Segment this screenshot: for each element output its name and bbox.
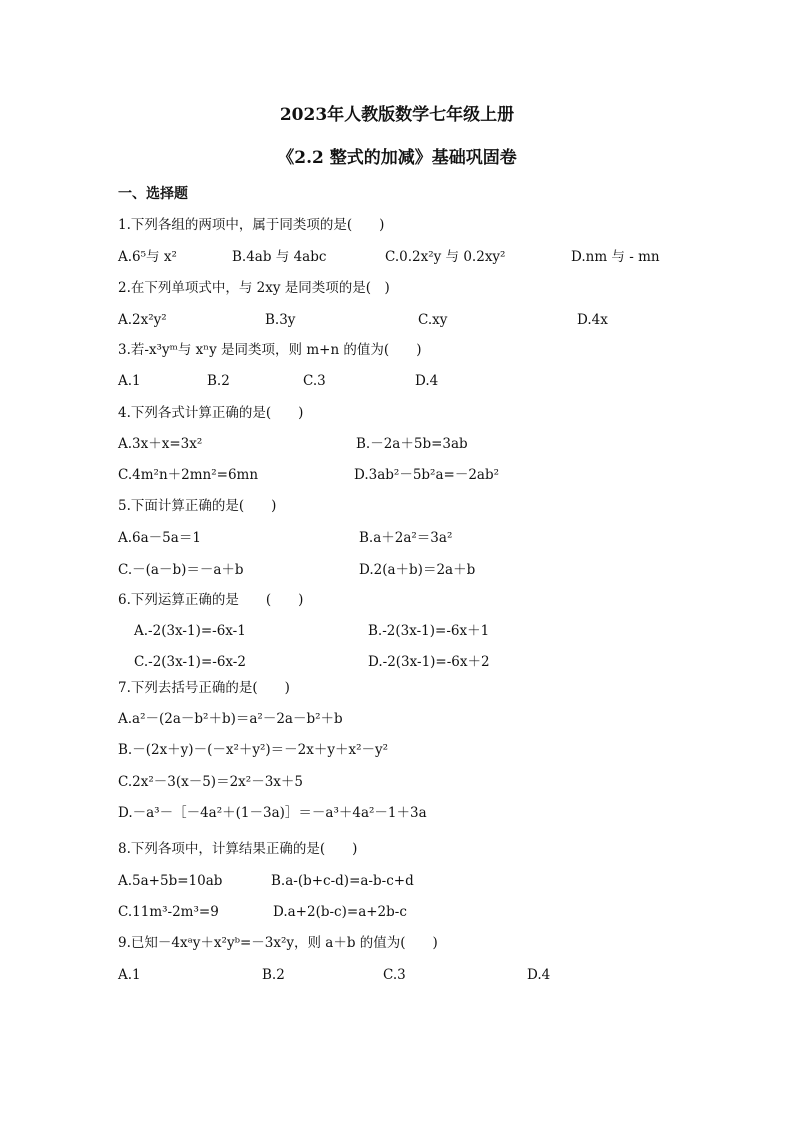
question-6-stem: 6.下列运算正确的是 ( ) <box>118 592 304 608</box>
question-4-stem: 4.下列各式计算正确的是( ) <box>118 405 304 421</box>
question-7-option-c: C.2x²－3(x－5)＝2x²－3x＋5 <box>118 774 303 790</box>
question-5-option-c: C.－(a－b)＝－a＋b <box>118 562 244 578</box>
question-2-option-b: B.3y <box>265 312 296 328</box>
question-6-option-b: B.-2(3x-1)=-6x＋1 <box>368 623 490 639</box>
page-title-line2: 《2.2 整式的加减》基础巩固卷 <box>277 148 517 168</box>
question-1-stem: 1.下列各组的两项中，属于同类项的是( ) <box>118 217 385 233</box>
question-2-option-a: A.2x²y² <box>118 312 167 328</box>
question-5-stem: 5.下面计算正确的是( ) <box>118 498 277 514</box>
question-3-option-b: B.2 <box>207 373 230 389</box>
question-1-option-b: B.4ab 与 4abc <box>232 249 327 265</box>
question-3-option-a: A.1 <box>118 373 141 389</box>
question-9-option-d: D.4 <box>527 967 551 983</box>
question-8-stem: 8.下列各项中，计算结果正确的是( ) <box>118 841 358 857</box>
section-heading: 一、选择题 <box>118 186 188 202</box>
question-2-stem: 2.在下列单项式中，与 2xy 是同类项的是( ) <box>118 280 390 296</box>
question-1-option-a: A.6⁵与 x² <box>118 249 177 265</box>
page-title-line1: 2023年人教版数学七年级上册 <box>279 105 515 125</box>
question-1-option-d: D.nm 与 - mn <box>571 249 660 265</box>
question-2-option-c: C.xy <box>418 312 448 328</box>
question-1-option-c: C.0.2x²y 与 0.2xy² <box>385 249 506 265</box>
question-6-option-d: D.-2(3x-1)=-6x＋2 <box>368 654 490 670</box>
question-9-stem: 9.已知－4xᵃy＋x²yᵇ=－3x²y，则 a＋b 的值为( ) <box>118 935 438 951</box>
question-5-option-b: B.a＋2a²＝3a² <box>359 530 453 546</box>
question-2-option-d: D.4x <box>577 312 608 328</box>
question-6-option-a: A.-2(3x-1)=-6x-1 <box>134 623 246 639</box>
question-4-option-d: D.3ab²－5b²a=－2ab² <box>354 467 500 483</box>
question-4-option-b: B.－2a＋5b=3ab <box>356 436 468 452</box>
question-9-option-c: C.3 <box>383 967 406 983</box>
question-4-option-c: C.4m²n＋2mn²=6mn <box>118 467 259 483</box>
question-7-option-a: A.a²－(2a－b²＋b)＝a²－2a－b²＋b <box>118 711 343 727</box>
question-9-option-b: B.2 <box>262 967 285 983</box>
question-7-stem: 7.下列去括号正确的是( ) <box>118 680 290 696</box>
question-6-option-c: C.-2(3x-1)=-6x-2 <box>134 654 246 670</box>
question-5-option-a: A.6a－5a＝1 <box>118 530 201 546</box>
question-7-option-b: B.－(2x＋y)－(－x²＋y²)＝－2x＋y＋x²－y² <box>118 742 389 758</box>
question-3-option-c: C.3 <box>303 373 326 389</box>
question-8-option-c: C.11m³-2m³=9 <box>118 904 219 920</box>
question-4-option-a: A.3x＋x=3x² <box>118 436 203 452</box>
question-8-option-b: B.a-(b+c-d)=a-b-c+d <box>271 873 414 889</box>
question-3-stem: 3.若-x³yᵐ与 xⁿy 是同类项，则 m+n 的值为( ) <box>118 342 422 358</box>
question-3-option-d: D.4 <box>415 373 439 389</box>
question-8-option-a: A.5a+5b=10ab <box>118 873 223 889</box>
question-5-option-d: D.2(a＋b)＝2a＋b <box>359 562 476 578</box>
question-9-option-a: A.1 <box>118 967 141 983</box>
question-8-option-d: D.a+2(b-c)=a+2b-c <box>273 904 407 920</box>
question-7-option-d: D.－a³－［－4a²＋(1－3a)］＝－a³＋4a²－1＋3a <box>118 805 427 821</box>
